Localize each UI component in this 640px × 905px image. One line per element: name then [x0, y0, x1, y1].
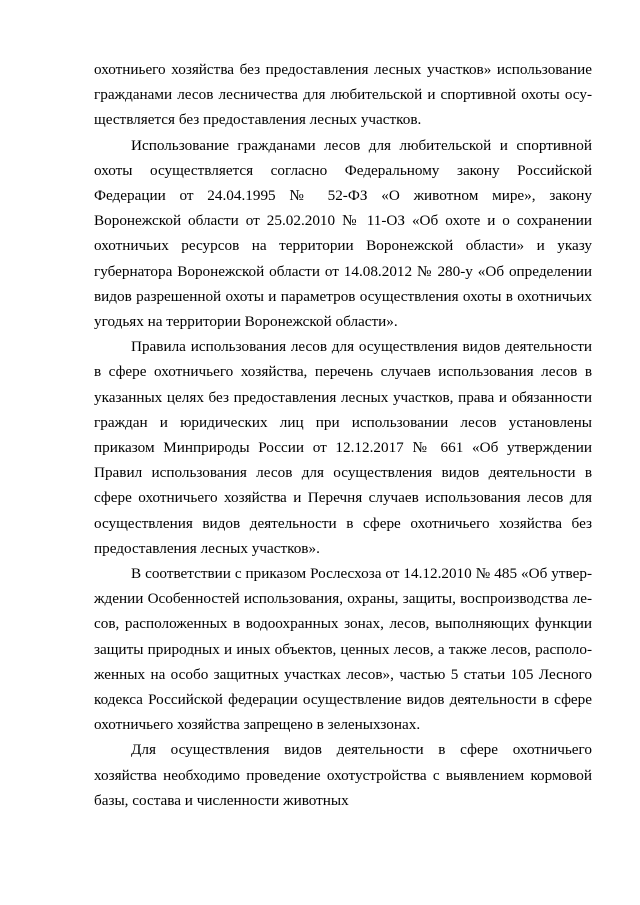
paragraph-rosleskhoz-order: В соответствии с приказом Рослесхоза от 14.12.2010 № 485 «Об утверждении Особенностей использования, охраны, защиты, воспроизводства лесов, расположенных в водоохранных зонах, лесов, выполняющих функции защиты природных и иных объектов, ценных лесов, а также лесов, расположенных на особо защитных участках лесов», частью 5 статьи 105 Лесного кодекса Российской федерации осуществление видов деятельности в сфере охотничьего хозяйства запрещено в зеленыхзонах.: [94, 565, 592, 734]
paragraph-hunting-use-law: Использование гражданами лесов для любительской и спортивной охоты осуществляется согласно Федеральному закону Российской Федерации от 24.04.1995 № 52-ФЗ «О животном мире», закону Воронежской области от 25.02.2010 № 11-ОЗ «Об охоте и о сохранении охотничьих ресурсов на территории Воронежской области» и указу губернатора Воронежской области от 14.08.2012 № 280-у «Об определении видов разрешенной охоты и параметров осуществления охоты в охотничьих угодьях на территории Воронежской области».: [94, 136, 592, 331]
paragraph-continuation: охотниьего хозяйства без предоставления лесных участков» использование гражданами лесов лесничества для любительской и спортивной охоты осуществляется без предоставления лесных участков.: [94, 61, 592, 129]
paragraph-forest-use-rules: Правила использования лесов для осуществления видов деятельности в сфере охотничьего хозяйства, перечень случаев использования лесов в указанных целях без предоставления лесных участков, права и обязанности граждан и юридических лиц при использовании лесов установлены приказом Минприроды России от 12.12.2017 № 661 «Об утверждении Правил использования лесов для осуществления видов деятельности в сфере охотничьего хозяйства и Перечня случаев использования лесов для осуществления видов деятельности в сфере охотничьего хозяйства без предоставления лесных участков».: [94, 338, 592, 557]
paragraph-hunting-management: Для осуществления видов деятельности в сфере охотничьего хозяйства необходимо проведение охотустройства с выявлением кормовой базы, состава и численности животных: [94, 741, 592, 809]
